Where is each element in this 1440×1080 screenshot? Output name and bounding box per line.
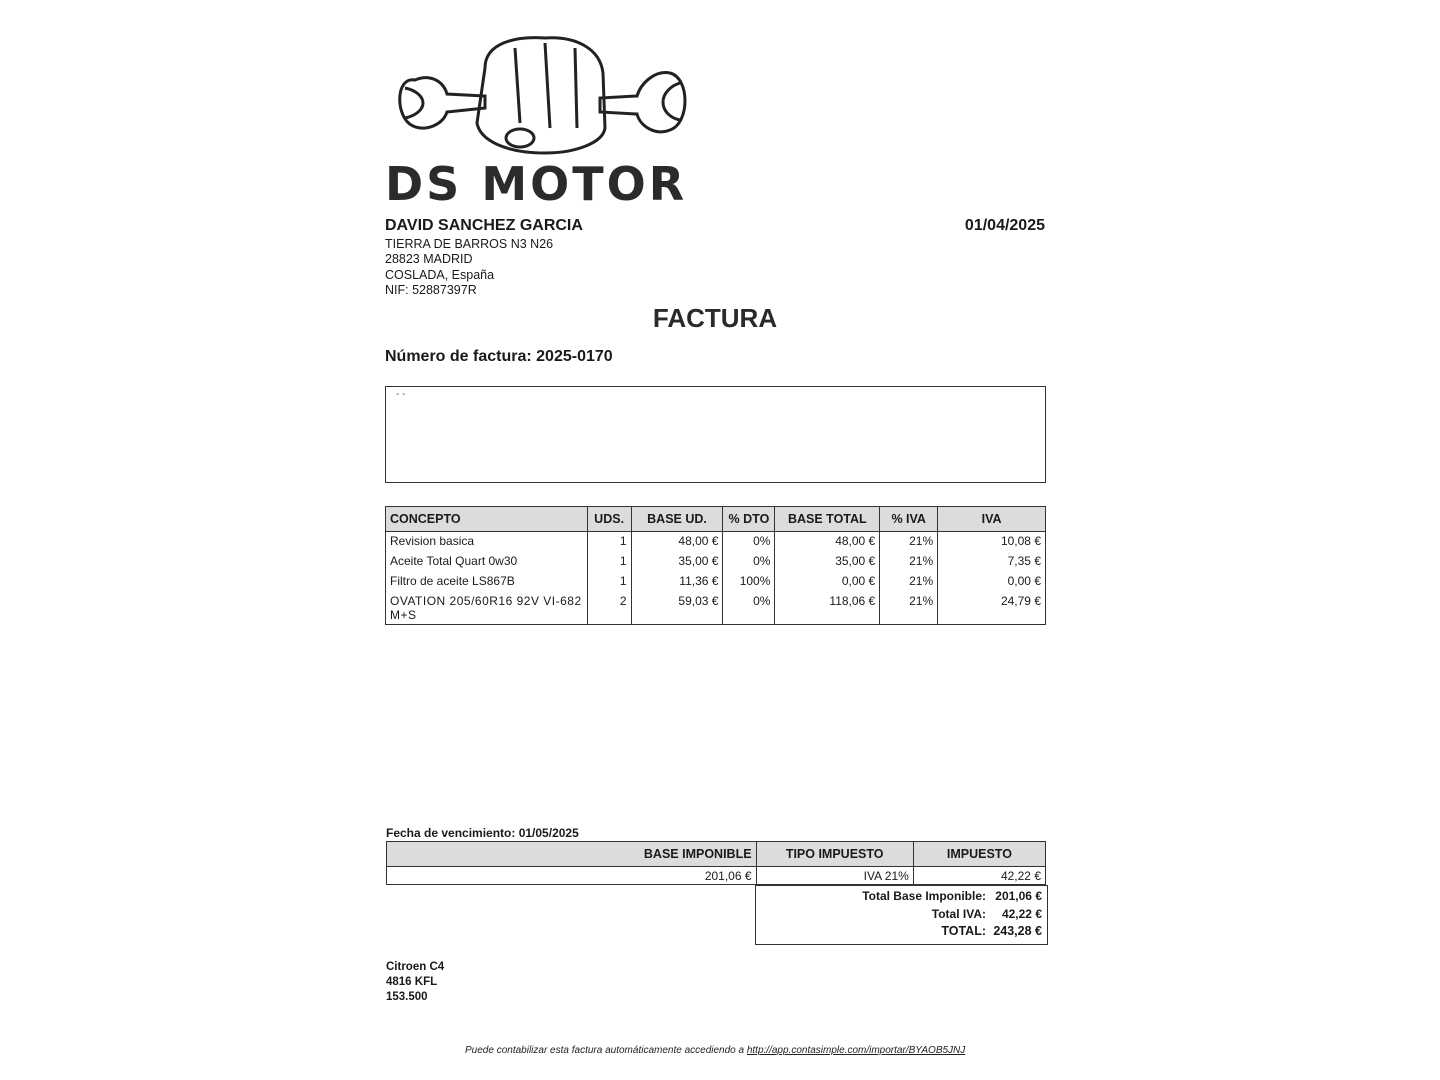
cell-dto: 100% bbox=[723, 572, 775, 592]
tax-summary-table bbox=[386, 841, 1046, 885]
col-dto: % DTO bbox=[723, 507, 775, 532]
cell-uds: 2 bbox=[587, 592, 631, 625]
total-iva-value: 42,22 € bbox=[1001, 907, 1042, 921]
table-row bbox=[386, 592, 1046, 625]
cell-base-total: 0,00 € bbox=[775, 572, 880, 592]
sender-address-line1: TIERRA DE BARROS N3 N26 bbox=[385, 237, 554, 251]
total-iva-label: Total IVA: bbox=[931, 907, 986, 921]
table-row bbox=[386, 532, 1046, 553]
sender-address-line3: COSLADA, España bbox=[385, 268, 495, 282]
tax-header-row bbox=[387, 842, 1046, 867]
cell-uds: 1 bbox=[587, 552, 631, 572]
notes-text: - - bbox=[396, 389, 406, 400]
invoice-number: Número de factura: 2025-0170 bbox=[385, 348, 613, 365]
import-link[interactable]: http://app.contasimple.com/importar/BYAOB5JNJ bbox=[746, 1045, 966, 1056]
cell-base-total: 35,00 € bbox=[775, 552, 880, 572]
cell-base-total: 48,00 € bbox=[775, 532, 880, 553]
tax-row bbox=[387, 867, 1046, 885]
document-title: FACTURA bbox=[652, 303, 778, 333]
cell-concepto: Filtro de aceite LS867B bbox=[386, 572, 588, 592]
cell-iva-pct: 21% bbox=[880, 572, 938, 592]
total-base-row bbox=[862, 889, 1042, 903]
total-iva-row bbox=[932, 907, 1042, 921]
grand-total-label: TOTAL: bbox=[941, 924, 986, 938]
grand-total-value: 243,28 € bbox=[993, 924, 1042, 938]
notes-box bbox=[385, 386, 1046, 483]
cell-iva-pct: 21% bbox=[880, 532, 938, 553]
cell-concepto: Aceite Total Quart 0w30 bbox=[386, 552, 588, 572]
footer-text: Puede contabilizar esta factura automáticamente accediendo a bbox=[465, 1045, 747, 1056]
table-header-row bbox=[386, 507, 1046, 532]
wrench-fist-icon bbox=[385, 28, 700, 158]
sender-name: DAVID SANCHEZ GARCIA bbox=[385, 217, 583, 234]
cell-base-ud: 48,00 € bbox=[631, 532, 723, 553]
cell-dto: 0% bbox=[723, 532, 775, 553]
brand-name: DS MOTOR bbox=[385, 157, 688, 211]
totals-box bbox=[755, 885, 1048, 945]
vehicle-mileage: 153.500 bbox=[386, 991, 428, 1003]
cell-base-total: 118,06 € bbox=[775, 592, 880, 625]
grand-total-row bbox=[941, 924, 1042, 938]
cell-tipo-impuesto: IVA 21% bbox=[756, 867, 913, 885]
cell-base-ud: 11,36 € bbox=[631, 572, 723, 592]
due-date: Fecha de vencimiento: 01/05/2025 bbox=[386, 826, 579, 840]
line-items-table bbox=[385, 506, 1046, 625]
cell-iva-pct: 21% bbox=[880, 592, 938, 625]
vehicle-plate: 4816 KFL bbox=[386, 976, 438, 988]
cell-dto: 0% bbox=[723, 592, 775, 625]
vehicle-model: Citroen C4 bbox=[386, 961, 445, 973]
cell-base-imponible: 201,06 € bbox=[387, 867, 757, 885]
col-tipo-impuesto: TIPO IMPUESTO bbox=[756, 842, 913, 867]
cell-iva: 7,35 € bbox=[938, 552, 1046, 572]
col-base-total: BASE TOTAL bbox=[775, 507, 880, 532]
cell-impuesto: 42,22 € bbox=[913, 867, 1045, 885]
table-row bbox=[386, 572, 1046, 592]
col-iva: IVA bbox=[938, 507, 1046, 532]
col-concepto: CONCEPTO bbox=[386, 507, 588, 532]
total-base-label: Total Base Imponible: bbox=[862, 889, 986, 903]
col-base-imponible: BASE IMPONIBLE bbox=[387, 842, 757, 867]
cell-iva-pct: 21% bbox=[880, 552, 938, 572]
cell-iva: 10,08 € bbox=[938, 532, 1046, 553]
cell-iva: 24,79 € bbox=[938, 592, 1046, 625]
sender-nif: NIF: 52887397R bbox=[385, 283, 477, 297]
col-uds: UDS. bbox=[587, 507, 631, 532]
col-impuesto: IMPUESTO bbox=[913, 842, 1045, 867]
table-row bbox=[386, 552, 1046, 572]
cell-concepto: OVATION 205/60R16 92V VI-682 M+S bbox=[386, 592, 588, 625]
cell-iva: 0,00 € bbox=[938, 572, 1046, 592]
cell-uds: 1 bbox=[587, 572, 631, 592]
cell-uds: 1 bbox=[587, 532, 631, 553]
cell-dto: 0% bbox=[723, 552, 775, 572]
cell-concepto: Revision basica bbox=[386, 532, 588, 553]
cell-base-ud: 35,00 € bbox=[631, 552, 723, 572]
invoice-date: 01/04/2025 bbox=[964, 217, 1045, 234]
total-base-value: 201,06 € bbox=[995, 889, 1042, 903]
col-base-ud: BASE UD. bbox=[631, 507, 723, 532]
sender-address-line2: 28823 MADRID bbox=[385, 252, 473, 266]
cell-base-ud: 59,03 € bbox=[631, 592, 723, 625]
col-iva-pct: % IVA bbox=[880, 507, 938, 532]
footer-note bbox=[465, 1045, 965, 1056]
